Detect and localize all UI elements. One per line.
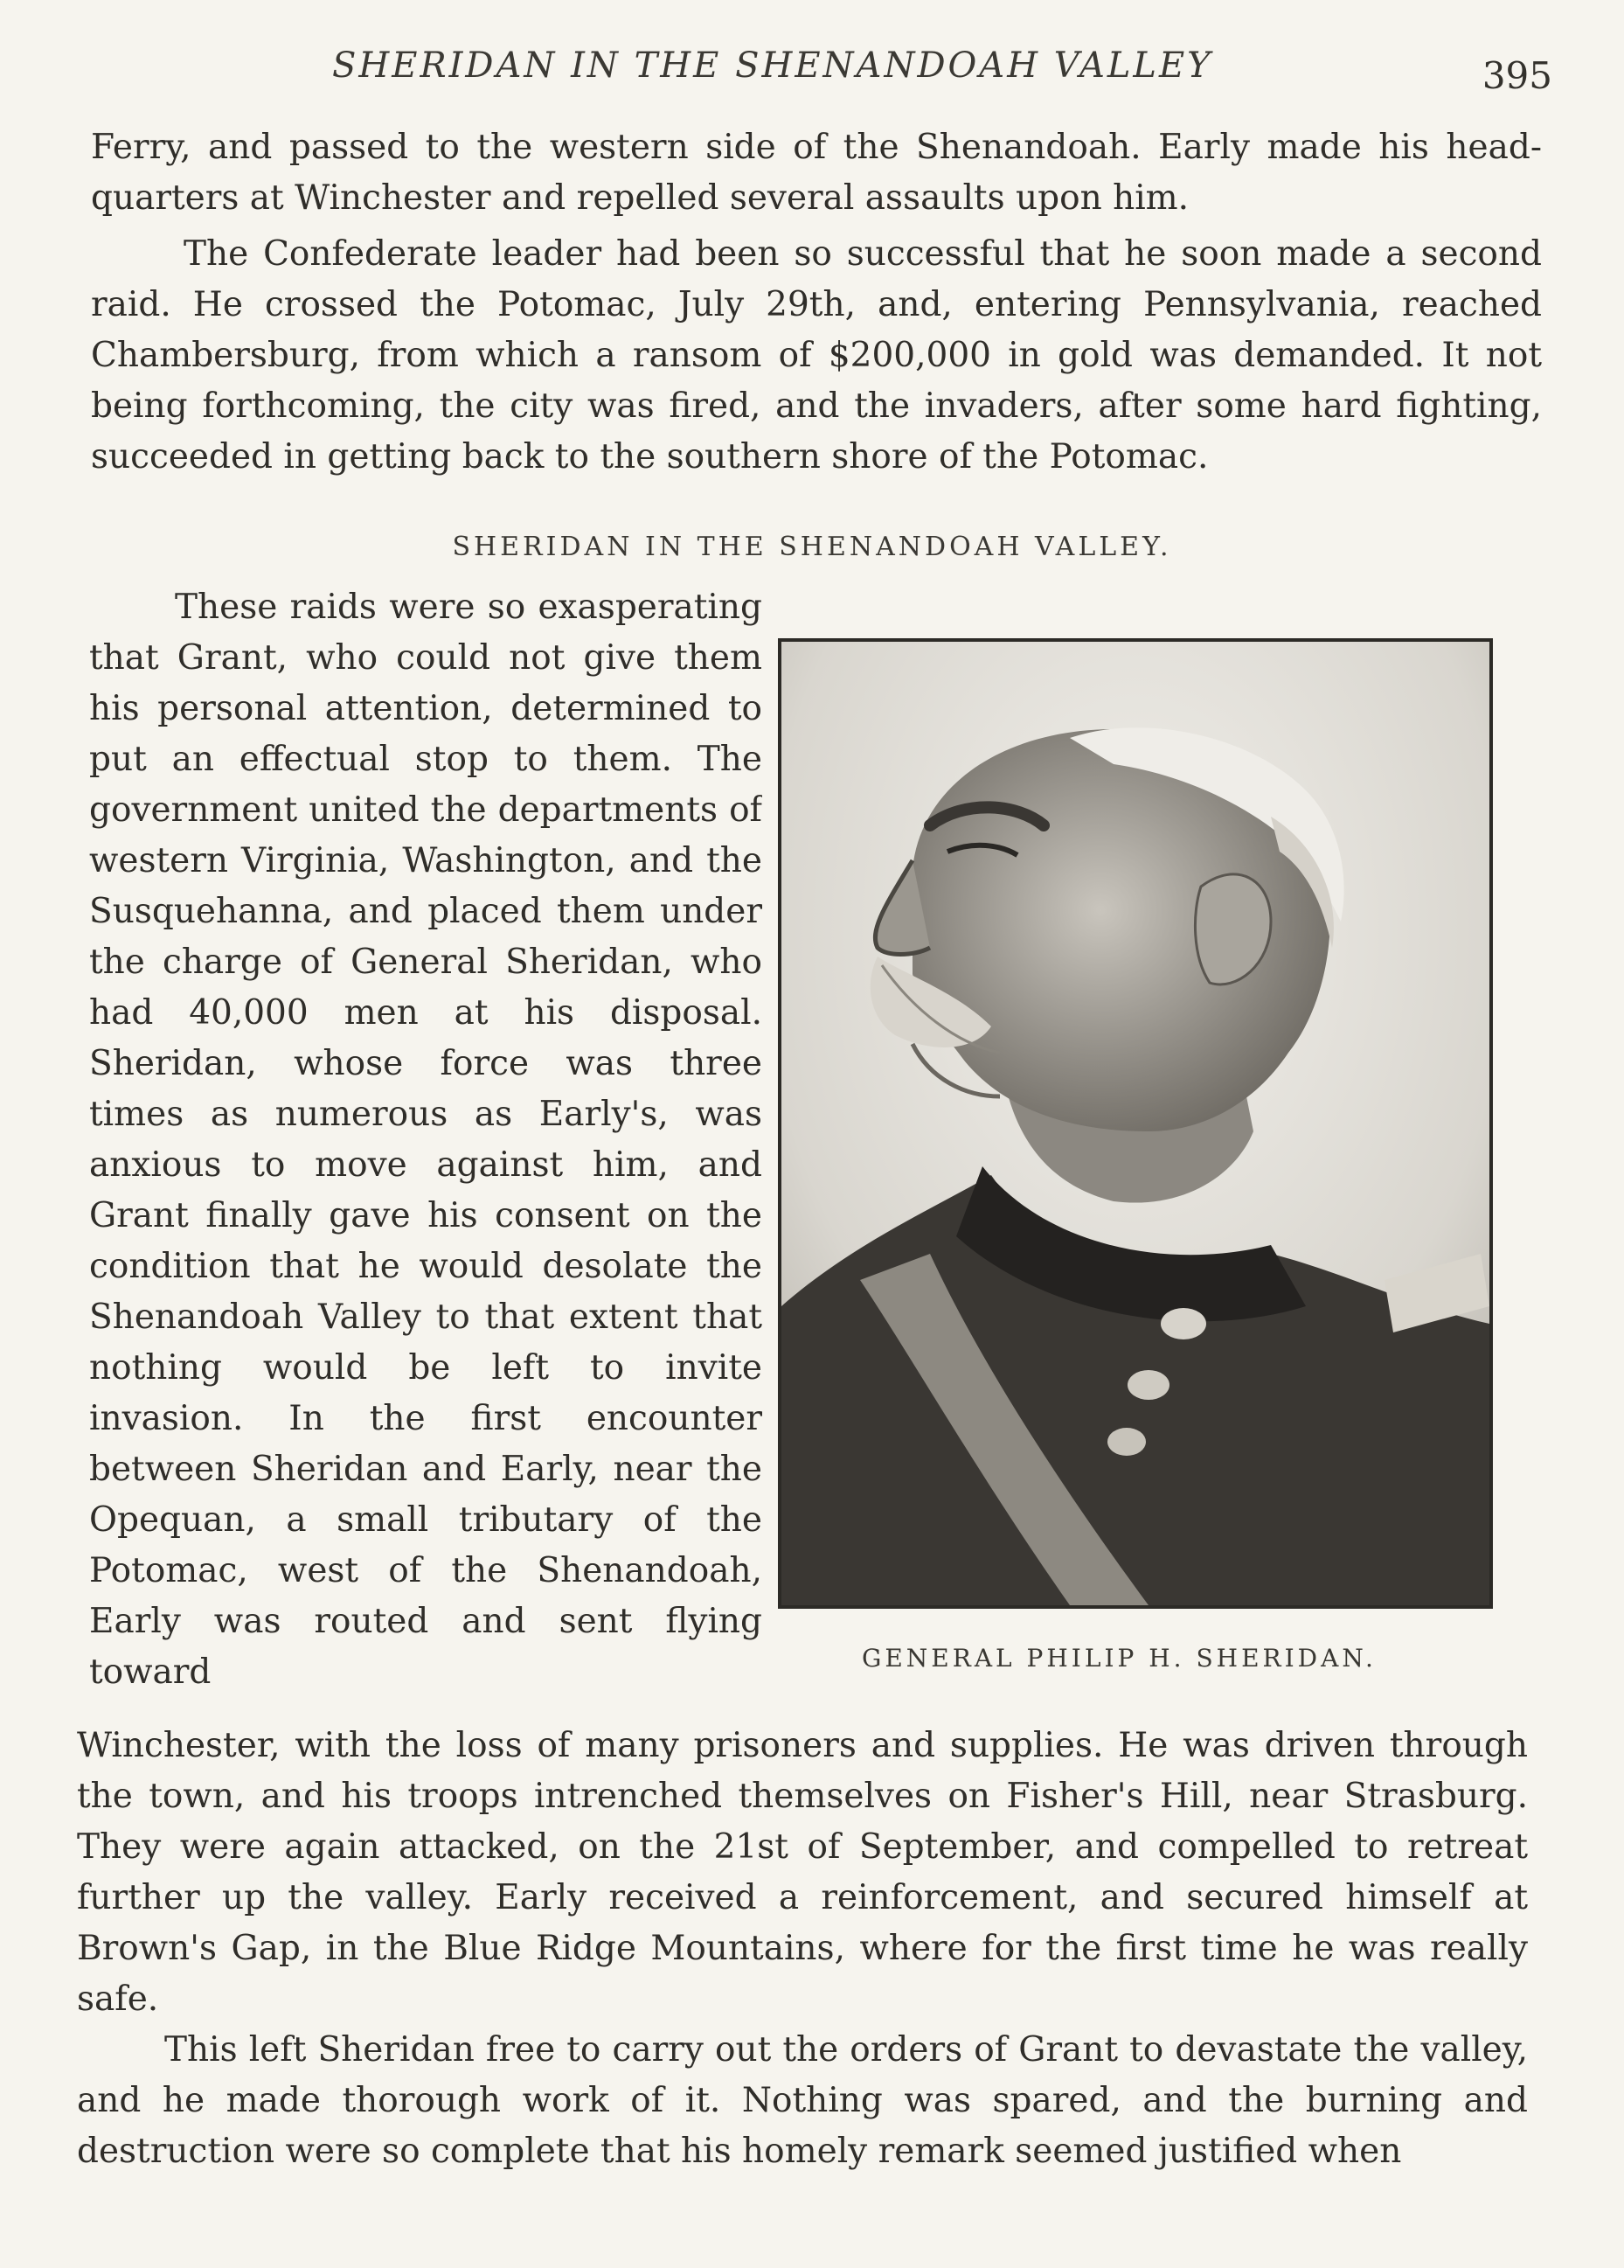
paragraph-2: The Confederate leader had been so successful that he soon made a second raid. He crossed the Potomac, July 29th, and, entering Pennsylvania, reached Chambersburg, from which a ransom of $200,000 in gold was demanded. It not being forthcoming, the city was fired, and the invaders, after some hard fighting, succeeded in getting back to the southern shore of the Potomac. bbox=[91, 234, 1542, 477]
figure-caption: GENERAL PHILIP H. SHERIDAN. bbox=[862, 1644, 1377, 1673]
section-heading: SHERIDAN IN THE SHENANDOAH VALLEY. bbox=[452, 532, 1172, 562]
paragraph-3: These raids were so exasperating that Grant, who could not give them his personal attention, determined to put an effectual stop to them. The government united the departments of western Virginia, Washington, and the Susquehanna, and placed them under the charge of General Sheridan, who had 40,000 men at his disposal. Sheridan, whose force was three times as numerous as Early's, was anxious to move against him, and Grant finally gave his consent on the condition that he would desolate the Shenandoah Valley to that extent that nothing would be left to invite invasion. In the first encounter between Sheridan and Early, near the Opequan, a small tributary of the Potomac, west of the Shenandoah, Early was routed and sent flying toward bbox=[89, 588, 762, 1692]
portrait-illustration bbox=[781, 642, 1489, 1605]
page-number: 395 bbox=[1482, 54, 1552, 97]
paragraph-5: This left Sheridan free to carry out the orders of Grant to devastate the valley, and he made thorough work of it. Nothing was spared, and the burning and destruction were so complete that his homely remark seemed justified when bbox=[77, 2030, 1528, 2171]
portrait-photo bbox=[778, 638, 1493, 1609]
paragraph-4: Winchester, with the loss of many prisoners and supplies. He was driven through the town, and his troops intrenched themselves on Fisher's Hill, near Strasburg. They were again attacked, on the 21st of September, and compelled to retreat further up the valley. Early received a reinforcement, and secured himself at Brown's Gap, in the Blue Ridge Mountains, where for the first time he was really safe. bbox=[77, 1726, 1528, 2019]
running-header: SHERIDAN IN THE SHENANDOAH VALLEY bbox=[332, 45, 1213, 86]
paragraph-1: Ferry, and passed to the western side of the Shenandoah. Early made his head-quarters at Winchester and repelled several assaults upon him. bbox=[91, 128, 1542, 218]
